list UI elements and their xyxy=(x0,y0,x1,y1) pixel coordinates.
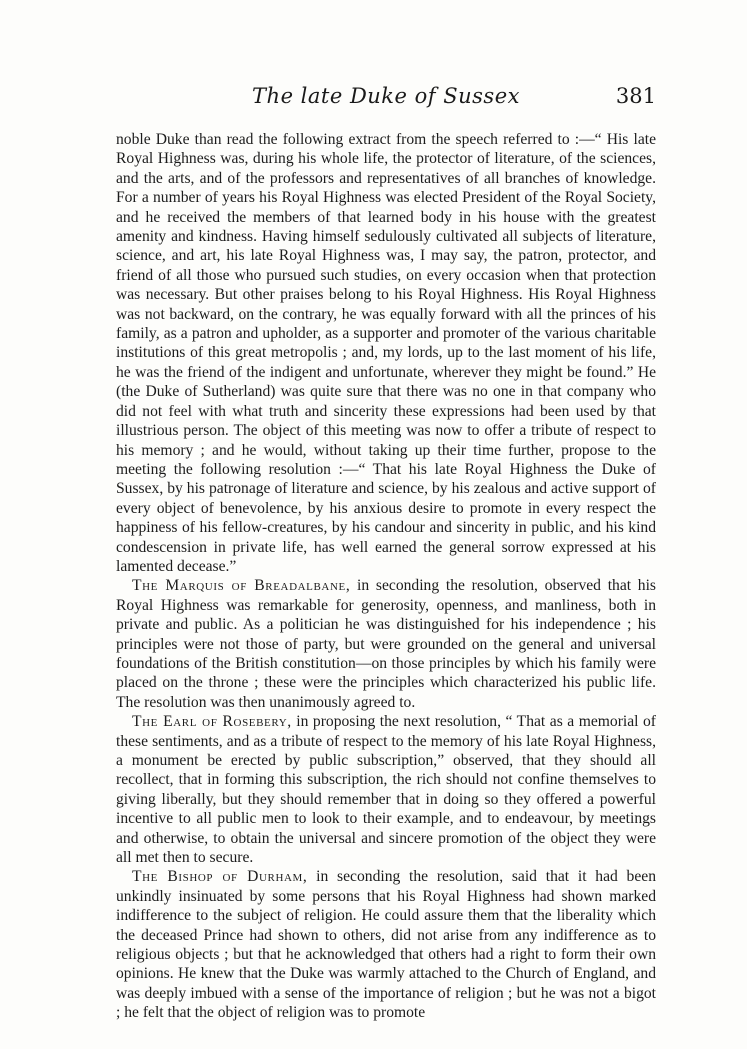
paragraph-text: in seconding the resolution, said that it had been unkindly insinuated by some persons that his Royal Highness had shown marked indifference to the subject of religion. He could assure them that the liberality which the deceased Prince had shown to others, did not arise from any indifference as to religious objects ; but that he acknowledged that others had a right to form their own opinions. He knew that the Duke was warmly attached to the Church of England, and was deeply imbued with a sense of the importance of religion ; but he was not a bigot ; he felt that the object of religion was to promote xyxy=(116,868,656,1022)
paragraph-breadalbane xyxy=(116,576,656,712)
paragraph-text: noble Duke than read the following extract from the speech referred to :—“ His late Royal Highness was, during his whole life, the protector of literature, of the sciences, and the arts, and of the professors and representatives of all branches of knowledge. For a number of years his Royal Highness was elected President of the Royal Society, and he received the members of that learned body in his house with the greatest amenity and kindness. Having himself sedulously cultivated all subjects of literature, science, and art, his late Royal Highness was, I may say, the patron, protector, and friend of all those who pursued such studies, on every occasion when that protection was necessary. But other praises belong to his Royal Highness. His Royal Highness was not backward, on the contrary, he was equally forward with all the princes of his family, as a patron and upholder, as a supporter and promoter of the various charitable institutions of this great metropolis ; and, my lords, up to the last moment of his life, he was the friend of the indigent and unfortunate, wherever they might be found.” He (the Duke of Sutherland) was quite sure that there was no one in that company who did not feel with what truth and sincerity these expressions had been used by that illustrious person. The object of this meeting was now to offer a tribute of respect to his memory ; and he would, without taking up their time further, propose to the meeting the following resolution :—“ That his late Royal Highness the Duke of Sussex, by his patronage of literature and science, by his zealous and active support of every object of benevolence, by his anxious desire to promote in every respect the happiness of his fellow-creatures, by his candour and sincerity in public, and his kind condescension in private life, has well earned the general sorrow expressed at his lamented decease.” xyxy=(116,131,656,575)
page-number: 381 xyxy=(615,84,656,108)
speaker-name: The Bishop of Durham, xyxy=(132,868,308,886)
speaker-name: The Marquis of Breadalbane, xyxy=(132,577,351,595)
paragraph-durham xyxy=(116,867,656,1022)
running-header xyxy=(116,84,656,116)
paragraph-continuation xyxy=(116,130,656,576)
body-text xyxy=(116,130,656,1023)
paragraph-text: in seconding the resolution, observed that his Royal Highness was remarkable for generosity, openness, and manliness, both in private and public. As a politician he was distinguished for his independence ; his principles were not those of party, but were grounded on the general and universal foundations of the British constitution—on those principles by which his family were placed on the throne ; these were the principles which characterized his public life. The resolution was then unanimously agreed to. xyxy=(116,577,657,711)
paragraph-text: in proposing the next resolution, “ That as a memorial of these sentiments, and as a tribute of respect to the memory of his late Royal Highness, a monument be erected by public subscription,” observed, that they should all recollect, that in forming this subscription, the rich should not confine themselves to giving liberally, but they should remember that in doing so they offered a powerful incentive to all public men to look to their example, and to endeavour, by meetings and otherwise, to obtain the universal and sincere promotion of the object they were all met then to secure. xyxy=(116,713,656,867)
paragraph-rosebery xyxy=(116,712,656,867)
speaker-name: The Earl of Rosebery, xyxy=(132,713,292,731)
running-title: The late Duke of Sussex xyxy=(252,84,520,108)
